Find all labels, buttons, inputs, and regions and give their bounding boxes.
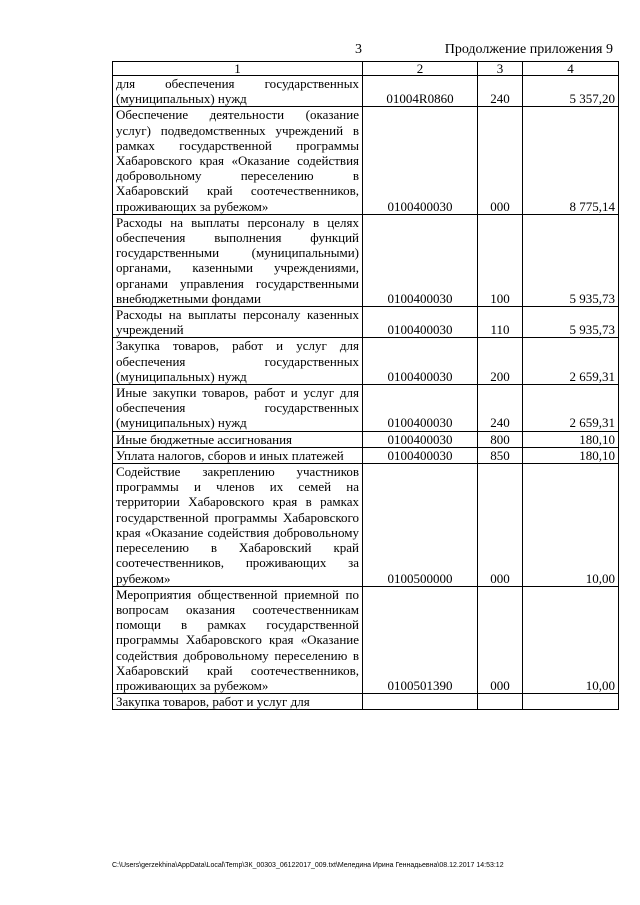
- row-amount: 8 775,14: [523, 107, 619, 214]
- row-amount: 5 357,20: [523, 76, 619, 107]
- table-row: [113, 431, 619, 447]
- table-row: [113, 385, 619, 432]
- row-code: 0100500000: [363, 464, 478, 587]
- table-row: [113, 107, 619, 214]
- table-row: [113, 76, 619, 107]
- table-row: [113, 338, 619, 385]
- row-code: 0100400030: [363, 214, 478, 306]
- row-expense-type: 100: [478, 214, 523, 306]
- row-code: 01004R0860: [363, 76, 478, 107]
- row-code: 0100400030: [363, 447, 478, 463]
- row-amount: 10,00: [523, 586, 619, 693]
- column-header: 4: [523, 62, 619, 76]
- row-amount: 180,10: [523, 447, 619, 463]
- column-header: 3: [478, 62, 523, 76]
- column-header: 2: [363, 62, 478, 76]
- row-code: [363, 694, 478, 710]
- row-description: Иные закупки товаров, работ и услуг для обеспечения государственных (муниципальных) нужд: [113, 385, 363, 432]
- page-number: 3: [355, 42, 362, 57]
- row-description: для обеспечения государственных (муниципальных) нужд: [113, 76, 363, 107]
- file-path-footer: C:\Users\gerzekhina\AppData\Local\Temp\ЗК_00303_06122017_009.txt\Меледина Ирина Геннадьевна\08.12.2017 14:53:12: [112, 862, 504, 869]
- column-header: 1: [113, 62, 363, 76]
- row-amount: 180,10: [523, 431, 619, 447]
- row-description: Уплата налогов, сборов и иных платежей: [113, 447, 363, 463]
- row-expense-type: 000: [478, 107, 523, 214]
- table-row: [113, 464, 619, 587]
- row-expense-type: 240: [478, 76, 523, 107]
- row-amount: [523, 694, 619, 710]
- table-row: [113, 586, 619, 693]
- row-expense-type: [478, 694, 523, 710]
- row-expense-type: 800: [478, 431, 523, 447]
- row-code: 0100400030: [363, 307, 478, 338]
- table-row: [113, 307, 619, 338]
- row-description: Закупка товаров, работ и услуг для: [113, 694, 363, 710]
- row-expense-type: 240: [478, 385, 523, 432]
- row-code: 0100400030: [363, 107, 478, 214]
- row-code: 0100501390: [363, 586, 478, 693]
- row-amount: 5 935,73: [523, 214, 619, 306]
- row-code: 0100400030: [363, 338, 478, 385]
- table-row: [113, 694, 619, 710]
- row-description: Расходы на выплаты персоналу в целях обеспечения выполнения функций государственными (муниципальными) органами, казенными учреждениями, органами управления государственными внебюджетными фондами: [113, 214, 363, 306]
- row-description: Закупка товаров, работ и услуг для обеспечения государственных (муниципальных) нужд: [113, 338, 363, 385]
- table-row: [113, 447, 619, 463]
- row-description: Мероприятия общественной приемной по вопросам оказания соотечественникам помощи в рамках государственной программы Хабаровского края «Оказание содействия добровольному переселению в Хабаровский край соотечественников, проживающих за рубежом»: [113, 586, 363, 693]
- row-code: 0100400030: [363, 385, 478, 432]
- row-expense-type: 000: [478, 464, 523, 587]
- row-description: Иные бюджетные ассигнования: [113, 431, 363, 447]
- continuation-label: Продолжение приложения 9: [444, 42, 613, 57]
- table-row: [113, 214, 619, 306]
- table-header-row: [113, 62, 619, 76]
- row-amount: 10,00: [523, 464, 619, 587]
- row-description: Расходы на выплаты персоналу казенных учреждений: [113, 307, 363, 338]
- row-expense-type: 200: [478, 338, 523, 385]
- row-expense-type: 110: [478, 307, 523, 338]
- row-amount: 5 935,73: [523, 307, 619, 338]
- row-amount: 2 659,31: [523, 385, 619, 432]
- row-code: 0100400030: [363, 431, 478, 447]
- row-expense-type: 000: [478, 586, 523, 693]
- row-expense-type: 850: [478, 447, 523, 463]
- row-description: Содействие закреплению участников программы и членов их семей на территории Хабаровского края в рамках государственной программы Хабаровского края «Оказание содействия добровольному переселению в Хабаровский край соотечественников, проживающих за рубежом»: [113, 464, 363, 587]
- row-description: Обеспечение деятельности (оказание услуг) подведомственных учреждений в рамках государственной программы Хабаровского края «Оказание содействия добровольному переселению в Хабаровский край соотечественников, проживающих за рубежом»: [113, 107, 363, 214]
- budget-table: [112, 61, 619, 710]
- row-amount: 2 659,31: [523, 338, 619, 385]
